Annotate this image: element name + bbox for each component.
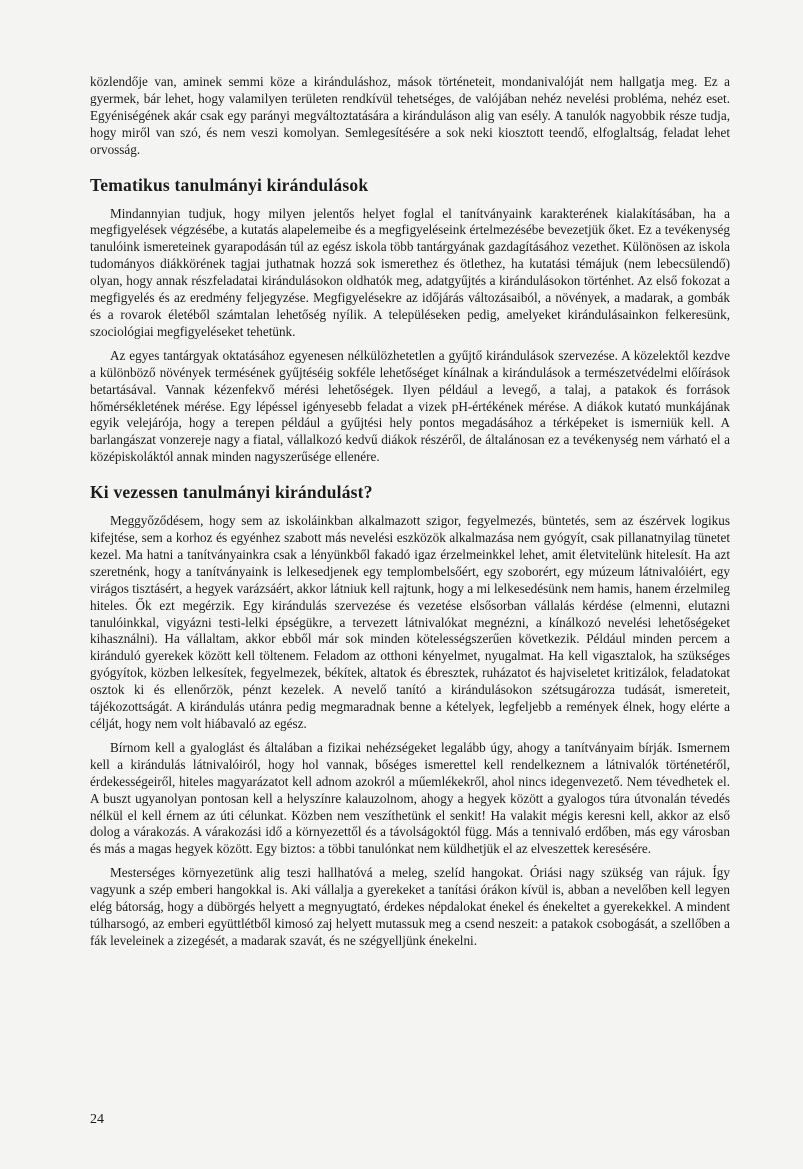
body-paragraph: Bírnom kell a gyaloglást és általában a fizikai nehézségeket legalább úgy, ahogy a tanítványaim bírják. Ismernem kell a kirándulás látnivalóiról, hogy hol vannak, bőséges ismerettel kell rendelkeznem a látnivalók történetéről, érdekességeiről, hiteles magyarázatot kell adnom azokról a műemlékekről, ahol nincs idegenvezető. Nem tévedhetek el. A buszt ugyanolyan pontosan kell a helyszínre kalauzolnom, ahogy a hegyek között a gyalogos túra útvonalán tévedés nélkül el kell érnem az úti célunkat. Közben nem veszíthetünk el senkit! Ha valakit mégis keresni kell, akkor az első dolog a várakozás. A várakozási idő a környezettől és a távolságoktól függ. Más a tennivaló erdőben, más egy városban és más a magas hegyek között. Egy biztos: a többi tanulónkat nem küldhetjük el az elveszettek keresésére. bbox=[90, 739, 730, 857]
section-heading-who-leads: Ki vezessen tanulmányi kirándulást? bbox=[90, 482, 373, 503]
body-paragraph: Mindannyian tudjuk, hogy milyen jelentős helyet foglal el tanítványaink karakterének kialakításában, ha a megfigyelések végzésébe, a kutatás alapelemeibe és a megfigyeléseink értelmezésébe bevezetjük őket. Ez a tevékenység tanulóink ismereteinek gyarapodásán túl az egész iskola több tantárgyának gazdagításához vezethet. Különösen az iskola tudományos diákkörének tagjai juthatnak hozzá sok ismerethez és ötlethez, ha kutatási témájuk (nem lebecsülendő) olyan, hogy annak részfeladatai kirándulásokon oldhatók meg, adatgyűjtés a kirándulásokon történhet. Az első fokozat a megfigyelés és az eredmény feljegyzése. Megfigyelésekre az időjárás változásaiból, a növények, a madarak, a gombák és a rovarok életéből számtalan lehetőség nyílik. A településeken pedig, amelyeket kirándulásainkon felkeresünk, szociológiai megfigyeléseket tehetünk. bbox=[90, 205, 730, 339]
intro-paragraph: közlendője van, aminek semmi köze a kiránduláshoz, mások történeteit, mondanivalóját nem hallgatja meg. Ez a gyermek, bár lehet, hogy valamilyen területen rendkívül tehetséges, de valójában nehéz nevelési probléma, nehéz eset. Egyéniségének akár csak egy parányi megváltoztatására a kiránduláson alig van esély. A tanulók nagyobbik része tudja, hogy miről van szó, és nem veszi komolyan. Semlegesítésére a sok neki kiosztott teendő, elfoglaltság, feladat lehet orvosság. bbox=[90, 74, 730, 157]
body-paragraph: Meggyőződésem, hogy sem az iskoláinkban alkalmazott szigor, fegyelmezés, büntetés, sem az észérvek logikus kifejtése, sem a korhoz és egyénhez szabott más nevelési eszközök alkalmazása nem gyógyít, csak pillanatnyilag tünetet kezel. Ma hatni a tanítványainkra csak a lényünkből fakadó igaz érzelmeinkkel lehet, amit életvitelünk hitelesít. Ha azt szeretnénk, hogy a tanítványaink is lelkesedjenek egy templombelsőért, egy szoborért, egy múzeum látnivalóiért, egy virágos tisztásért, a hegyek varázsáért, akkor látniuk kell rajtunk, hogy a mi lelkesedésünk nem hamis, hanem érzelmileg hiteles. Ők ezt megérzik. Egy kirándulás szervezése és vezetése elsősorban vállalás kérdése (elmenni, elutazni tanulóinkkal, vigyázni testi-lelki épségükre, a tervezett látnivalókat megnézni, a kínálkozó nevelési lehetőségeket kihasználni). Ha vállaltam, akkor ebből már sok minden kötelességszerűen következik. Például minden percem a kiránduló gyerekek között kell töltenem. Feladom az otthoni kényelmet, nyugalmat. Ha kell vigasztalok, ha szükséges gyógyítok, közben lelkesítek, fegyelmezek, békítek, altatok és ébresztek, ruházatot és hajviseletet kritizálok, feladatokat osztok ki és ellenőrzök, pénzt kezelek. A nevelő tanító a kirándulásokon szétsugározza tudását, ismereteit, tájékozottságát. A kirándulás utánra pedig megmaradnak benne a kételyek, legfeljebb a remények élnek, hogy elérte a célját, hogy nem volt hiábavaló az egész. bbox=[90, 513, 730, 731]
body-paragraph: Mesterséges környezetünk alig teszi hallhatóvá a meleg, szelíd hangokat. Óriási nagy szükség van rájuk. Így vagyunk a szép emberi hangokkal is. Aki vállalja a gyerekeket a tanítási órákon kívül is, abban a nevelőben kell legyen elég bátorság, hogy a dübörgés helyett a megnyugtató, érdekes népdalokat énekel és énekeltet a gyerekekkel. A mindent túlharsogó, az emberi együttlétből kimosó zaj helyett mutassuk meg a csend neszeit: a patakok csobogását, a szellőben a fák leveleinek a zizegését, a madarak szavát, és ne szégyelljünk énekelni. bbox=[90, 865, 730, 948]
page-number: 24 bbox=[90, 1112, 104, 1127]
page-body bbox=[90, 74, 730, 950]
section-heading-thematic-trips: Tematikus tanulmányi kirándulások bbox=[90, 174, 369, 195]
body-paragraph: Az egyes tantárgyak oktatásához egyenesen nélkülözhetetlen a gyűjtő kirándulások szervezése. A közelektől kezdve a különböző növények termésének gyűjtéséig sokféle lehetőséget kínálnak a kirándulások a természetvédelmi előírások betartásával. Vannak kézenfekvő mérési lehetőségek. Ilyen például a levegő, a talaj, a patakok és források hőmérsékletének mérése. Egy lépéssel igényesebb feladat a vizek pH-értékének mérése. A diákok kutató munkájának egyik velejárója, hogy a terepen például a gyűjtési hely pontos megadásához a térképeket is ismerniük kell. A barlangászat vonzereje nagy a fiatal, vállalkozó kedvű diákok részéről, de általánosan ez a tevékenység nem várható el a középiskoláktól annak minden nagyszerűsége ellenére. bbox=[90, 347, 730, 465]
